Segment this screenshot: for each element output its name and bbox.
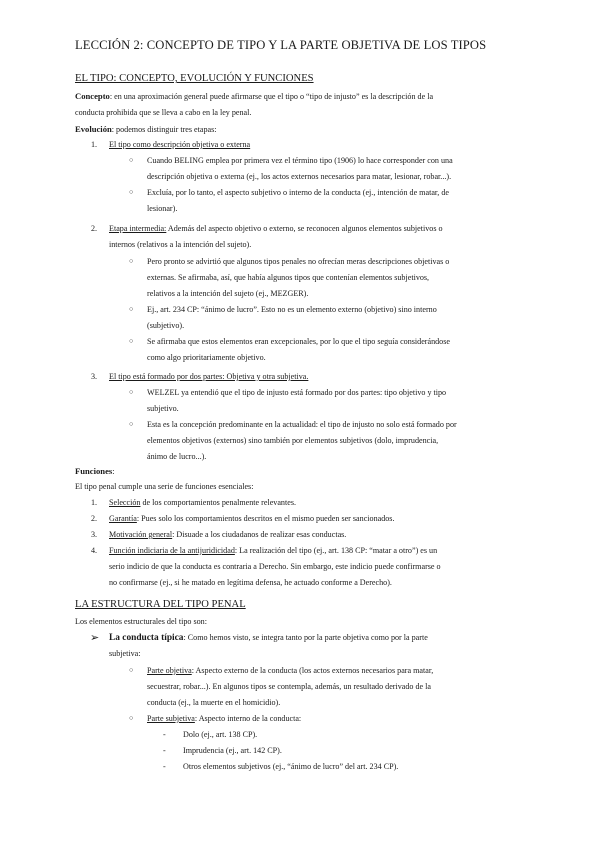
stage-bullet-line: relativos a la intención del sujeto (ej., MEZGER). <box>147 289 309 298</box>
function-text: : Pues solo los comportamientos descritos en el mismo pueden ser sancionados. <box>136 514 395 523</box>
bullet-circle-icon: ○ <box>129 337 134 345</box>
parte-objetiva-text: secuestrar, robar...). En algunos tipos se contempla, además, un resultado derivado de la <box>147 682 431 691</box>
stage-bullet-line: descripción objetiva o externa (ej., los actos externos necesarios para matar, lesionar, robar...). <box>147 172 452 181</box>
parte-objetiva-line <box>147 667 433 675</box>
function-term: Garantía <box>109 514 137 523</box>
stage-bullet-line: Pero pronto se advirtió que algunos tipos penales no ofrecían meras descripciones objetivas o <box>147 257 450 266</box>
function-line <box>109 515 394 523</box>
bullet-circle-icon: ○ <box>129 188 134 196</box>
stage-bullet-line: externas. Se afirmaba, así, que había algunos tipos que contenían elementos subjetivos, <box>147 273 430 282</box>
stage-bullet-line: Esta es la concepción predominante en la actualidad: el tipo de injusto no solo está formado por <box>147 420 457 429</box>
conducta-label: La conducta típica <box>109 633 184 643</box>
bullet-circle-icon: ○ <box>129 305 134 313</box>
stage-bullet-line: subjetivo. <box>147 404 179 413</box>
parte-objetiva-text: conducta (ej., la muerte en el homicidio). <box>147 698 281 707</box>
subjetiva-subitem: Dolo (ej., art. 138 CP). <box>183 730 258 739</box>
stage-bullet-line: Ej., art. 234 CP: “ánimo de lucro”. Esto no es un elemento externo (objetivo) sino interno <box>147 305 437 314</box>
stage-title: Etapa intermedia: <box>109 224 167 233</box>
concepto-text-1: : en una aproximación general puede afirmarse que el tipo o “tipo de injusto” es la descripción de la <box>109 92 434 101</box>
bullet-circle-icon: ○ <box>129 420 134 428</box>
stage-bullet-line: ánimo de lucro...). <box>147 452 207 461</box>
stage-title: El tipo está formado por dos partes: Objetiva y otra subjetiva. <box>109 372 309 381</box>
evolucion-text: : podemos distinguir tres etapas: <box>111 125 217 134</box>
stage-rest: Además del aspecto objetivo o externo, se reconocen algunos elementos subjetivos o <box>166 224 443 233</box>
dash-bullet: - <box>163 730 166 739</box>
stage-bullet-line: WELZEL ya entendió que el tipo de injusto está formado por dos partes: tipo objetivo y tipo <box>147 388 447 397</box>
stage-line <box>109 225 443 233</box>
section-heading-tipo: EL TIPO: CONCEPTO, EVOLUCIÓN Y FUNCIONES <box>75 73 314 84</box>
stage-bullet-line: (subjetivo). <box>147 321 185 330</box>
estructura-intro: Los elementos estructurales del tipo son: <box>75 617 207 626</box>
function-text: : La realización del tipo (ej., art. 138 CP: “matar a otro”) es un <box>234 546 438 555</box>
evolucion-paragraph <box>75 125 217 134</box>
conducta-line <box>109 634 428 643</box>
function-number: 3. <box>91 530 98 539</box>
funciones-intro: El tipo penal cumple una serie de funciones esenciales: <box>75 482 254 491</box>
stage-bullet-line: Se afirmaba que estos elementos eran excepcionales, por lo que el tipo seguía considerándose <box>147 337 450 346</box>
function-line <box>109 547 437 555</box>
function-text: : Disuade a los ciudadanos de realizar esas conductas. <box>172 530 347 539</box>
concepto-paragraph-line1 <box>75 92 433 101</box>
bullet-circle-icon: ○ <box>129 156 134 164</box>
funciones-label: Funciones <box>75 466 113 476</box>
stage-number: 2. <box>91 224 98 233</box>
subjetiva-subitem: Imprudencia (ej., art. 142 CP). <box>183 746 282 755</box>
function-line <box>109 499 296 507</box>
funciones-colon: : <box>112 467 115 476</box>
stage-title: El tipo como descripción objetiva o externa <box>109 140 251 149</box>
evolucion-label: Evolución <box>75 124 112 134</box>
bullet-circle-icon: ○ <box>129 388 134 396</box>
section-heading-estructura: LA ESTRUCTURA DEL TIPO PENAL <box>75 599 246 610</box>
stage-bullet-line: Cuando BELING emplea por primera vez el término tipo (1906) lo hace corresponder con una <box>147 156 453 165</box>
concepto-label: Concepto <box>75 91 110 101</box>
function-number: 1. <box>91 498 98 507</box>
parte-objetiva-label: Parte objetiva <box>147 666 192 675</box>
bullet-circle-icon: ○ <box>129 257 134 265</box>
function-line <box>109 531 346 539</box>
function-term: Motivación general <box>109 530 173 539</box>
function-term: Función indiciaria de la antijuridicidad <box>109 546 235 555</box>
stage-bullet-line: Excluía, por lo tanto, el aspecto subjetivo o interno de la conducta (ej., intención de matar, de <box>147 188 449 197</box>
dash-bullet: - <box>163 746 166 755</box>
conducta-text-1: : Como hemos visto, se integra tanto por la parte objetiva como por la parte <box>183 633 428 642</box>
function-text: de los comportamientos penalmente relevantes. <box>140 498 296 507</box>
stage-number: 1. <box>91 140 98 149</box>
stage-bullet-line: elementos objetivos (externos) sino también por elementos subjetivos (dolo, imprudencia, <box>147 436 439 445</box>
stage-bullet-line: como algo prioritariamente objetivo. <box>147 353 266 362</box>
stage-extra-line: internos (relativos a la intención del sujeto). <box>109 240 252 249</box>
parte-objetiva-text: : Aspecto externo de la conducta (los actos externos necesarios para matar, <box>191 666 434 675</box>
stage-bullet-line: lesionar). <box>147 204 178 213</box>
funciones-paragraph <box>75 467 115 476</box>
conducta-text-2: subjetiva: <box>109 649 141 658</box>
function-text: serio indicio de que la conducta es contraria a Derecho. Sin embargo, este indicio puede confirmarse o <box>109 562 441 571</box>
bullet-circle-icon: ○ <box>129 714 134 722</box>
arrow-bullet-icon: ➢ <box>90 631 100 644</box>
parte-subjetiva-label: Parte subjetiva <box>147 714 195 723</box>
dash-bullet: - <box>163 762 166 771</box>
page-title: LECCIÓN 2: CONCEPTO DE TIPO Y LA PARTE OBJETIVA DE LOS TIPOS <box>75 38 487 52</box>
function-text: no confirmarse (ej., si he matado en legítima defensa, he actuado conforme a Derecho). <box>109 578 392 587</box>
stage-number: 3. <box>91 372 98 381</box>
function-number: 4. <box>91 546 98 555</box>
bullet-circle-icon: ○ <box>129 666 134 674</box>
function-number: 2. <box>91 514 98 523</box>
parte-subjetiva-text: : Aspecto interno de la conducta: <box>194 714 302 723</box>
function-term: Selección <box>109 498 141 507</box>
subjetiva-subitem: Otros elementos subjetivos (ej., “ánimo de lucro” del art. 234 CP). <box>183 762 399 771</box>
concepto-text-2: conducta prohibida que se lleva a cabo en la ley penal. <box>75 108 252 117</box>
parte-subjetiva-line <box>147 715 301 723</box>
